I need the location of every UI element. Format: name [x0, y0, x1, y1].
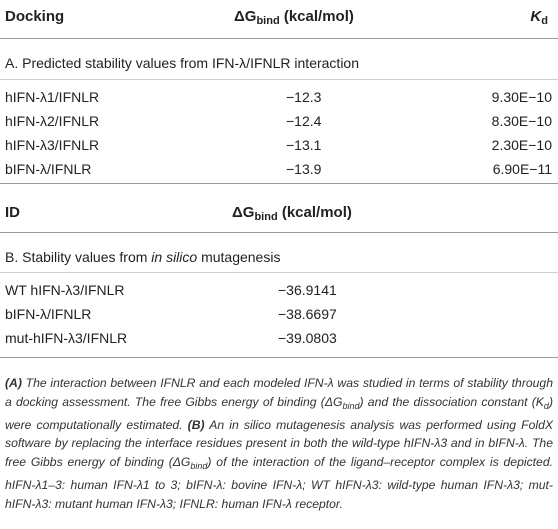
row-name: bIFN-λ/IFNLR [5, 306, 92, 322]
section-b-prefix: B. Stability values from [5, 249, 152, 265]
footnote-b-sub-1: bind [190, 461, 208, 472]
row-name: WT hIFN-λ3/IFNLR [5, 282, 125, 298]
row-kd: 8.30E−10 [491, 113, 552, 129]
section-a-label: A. Predicted stability values from IFN-λ/IFNLR interaction [5, 55, 360, 71]
row-dg: −13.9 [286, 161, 322, 177]
row-kd: 2.30E−10 [491, 137, 552, 153]
header-kd-sub: d [541, 15, 548, 27]
footnote-a-text-3: ) were computationally estimated. [5, 394, 553, 432]
row-dg: −36.9141 [278, 282, 337, 298]
footnote-a-text-2: ) and the dissociation constant (K [359, 394, 544, 409]
table2-header-rule [0, 232, 558, 233]
footnote-a-label: (A) [5, 376, 22, 390]
section-b-rule [0, 272, 558, 273]
table1-header-rule [0, 38, 558, 39]
footnote-b-text-1: An in silico mutagenesis analysis was performed using FoldX software by replacing the interface residues present in both the wild-type hIFN-λ3 and in bIFN-λ. The free Gibbs energy of binding (ΔG [5, 417, 553, 470]
row-name: mut-hIFN-λ3/IFNLR [5, 330, 128, 346]
header-dg-sub: bind [256, 15, 280, 27]
header-kd-symbol: K [530, 8, 542, 25]
row-name: bIFN-λ/IFNLR [5, 161, 92, 177]
header-dg-unit: (kcal/mol) [279, 8, 354, 25]
footnote-b-label: (B) [187, 417, 205, 432]
row-kd: 9.30E−10 [491, 89, 552, 105]
header-dg-unit-2: (kcal/mol) [277, 204, 352, 221]
table1-bottom-rule [0, 183, 558, 184]
header-dg-symbol: ΔG [234, 8, 257, 25]
header-docking: Docking [5, 8, 65, 25]
row-name: hIFN-λ1/IFNLR [5, 89, 100, 105]
footnote-a-text-1: The interaction between IFNLR and each modeled IFN-λ was studied in terms of stability through a docking assessment. The free Gibbs energy of binding (ΔG [5, 376, 553, 409]
header-dg-symbol-2: ΔG [232, 204, 255, 221]
row-dg: −39.0803 [278, 330, 337, 346]
header-kd [530, 8, 548, 30]
header-dg-bind [234, 8, 354, 30]
row-name: hIFN-λ3/IFNLR [5, 137, 100, 153]
section-b-suffix: mutagenesis [197, 249, 281, 265]
row-dg: −12.4 [286, 113, 322, 129]
row-kd: 6.90E−11 [492, 161, 552, 177]
row-dg: −12.3 [286, 89, 322, 105]
table2-bottom-rule [0, 357, 558, 358]
footnote-b-text-2: ) of the interaction of the ligand–receptor complex is depicted. hIFN-λ1–3: human IFN-λ1 to 3; bIFN-λ: bovine IFN-λ; WT hIFN-λ3: wild-type human IFN-λ3; mut-hIFN-λ3: mutant human IFN-λ3; IFNLR: human IFN-λ receptor. [5, 455, 553, 511]
header-dg-bind-2 [232, 204, 352, 226]
header-id: ID [5, 204, 20, 221]
section-b-label [5, 248, 280, 266]
footnote-a-sub-2: d [543, 400, 549, 411]
table-footnote [5, 374, 553, 514]
section-b-italic: in silico [151, 249, 198, 265]
row-dg: −13.1 [286, 137, 322, 153]
row-dg: −38.6697 [278, 306, 337, 322]
row-name: hIFN-λ2/IFNLR [5, 113, 100, 129]
header-dg-sub-2: bind [254, 211, 278, 223]
section-a-rule [0, 79, 558, 80]
footnote-a-sub-1: bind [342, 400, 360, 411]
